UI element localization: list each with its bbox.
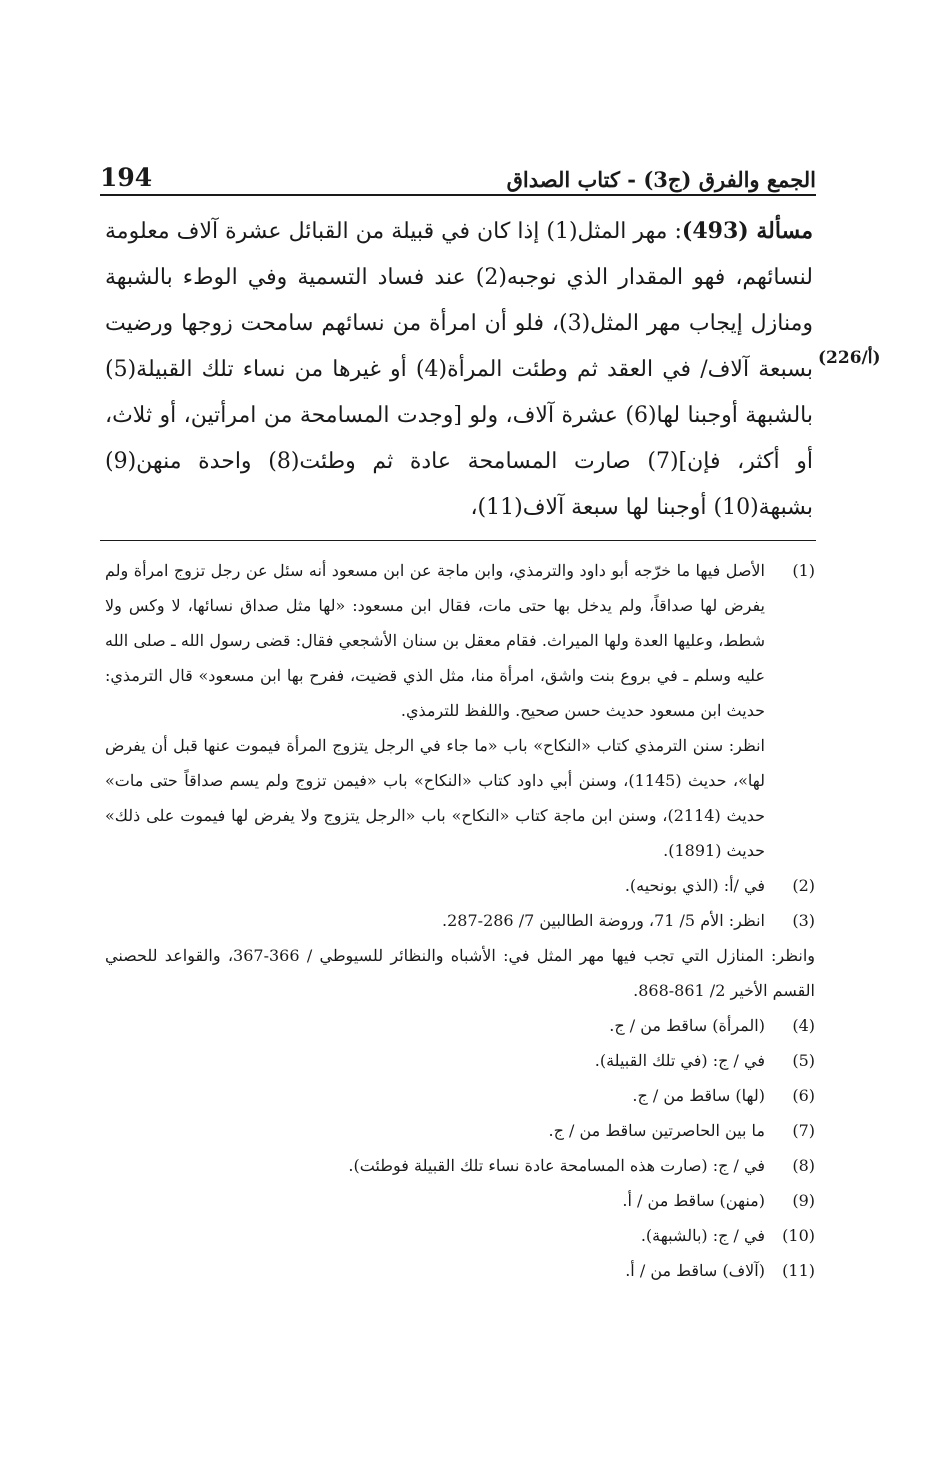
- footnote-text: في / ج: (بالشبهة).: [640, 1226, 765, 1245]
- issue-heading: مسألة (493): [681, 218, 813, 244]
- footnote-text: (منهن) ساقط من / أ.: [622, 1191, 765, 1210]
- header-rule: [100, 194, 816, 196]
- footnote-text: انظر: الأم 5/ 71، وروضة الطالبين 7/ 286-287.: [442, 911, 765, 930]
- footnote-number: (10): [782, 1226, 815, 1245]
- footnote-text: في / ج: (صارت هذه المسامحة عادة نساء تلك القبيلة فوطئت).: [348, 1156, 765, 1175]
- footnote-number: (3): [792, 911, 815, 930]
- page-number: 194: [100, 163, 153, 192]
- footnote-number: (7): [792, 1121, 815, 1140]
- footnote: [105, 1043, 815, 1078]
- page-header: [100, 150, 816, 190]
- footnote-number: (2): [792, 876, 815, 895]
- footnote-continuation: وانظر: المنازل التي تجب فيها مهر المثل في: الأشباه والنظائر للسيوطي / 366-367، والقواعد للحصني القسم الأخير 2/ 861-868.: [105, 946, 815, 1000]
- footnote: [105, 1113, 815, 1148]
- footnote: [105, 1253, 815, 1288]
- footnote-text: (آلاف) ساقط من / أ.: [625, 1261, 765, 1280]
- footnote: [105, 1183, 815, 1218]
- footnote-text: (المرأة) ساقط من / ج.: [609, 1016, 765, 1035]
- footnote-text: الأصل فيها ما خرّجه أبو داود والترمذي، وابن ماجة عن ابن مسعود أنه سئل عن رجل تزوج امرأة ولم يفرض لها صداقاً، ولم يدخل بها حتى مات، فقال ابن مسعود: «لها مثل صداق نسائها، لا وكس ولا شطط، وعليها العدة ولها الميراث. فقام معقل بن سنان الأشجعي فقال: قضى رسول الله ـ صلى الله عليه وسلم ـ في بروع بنت واشق، امرأة منا، مثل الذي قضيت، ففرح بها ابن مسعود» قال الترمذي: حديث ابن مسعود حديث حسن صحيح. واللفظ للترمذي.: [105, 561, 765, 720]
- footnote-number: (1): [792, 561, 815, 580]
- footnote-text: في / ج: (في تلك القبيلة).: [594, 1051, 765, 1070]
- running-title: الجمع والفرق (ج3) - كتاب الصداق: [506, 167, 816, 192]
- main-paragraph: : مهر المثل(1) إذا كان في قبيلة من القبائل عشرة آلاف معلومة لنسائهم، فهو المقدار الذي نوجبه(2) عند فساد التسمية وفي الوطء بالشبهة ومنازل إيجاب مهر المثل(3)، فلو أن امرأة من نسائهم سامحت زوجها ورضيت بسبعة آلاف/ في العقد ثم وطئت المرأة(4) أو غيرها من نساء تلك القبيلة(5) بالشبهة أوجبنا لها(6) عشرة آلاف، ولو [وجدت المسامحة من امرأتين، أو ثلاث، أو أكثر، فإن](7) صارت المسامحة عادة ثم وطئت(8) واحدة منهن(9) بشبهة(10) أوجبنا لها سبعة آلاف(11)،: [105, 219, 814, 520]
- footnote: [105, 1218, 815, 1253]
- footnote: [105, 1148, 815, 1183]
- footnote-number: (8): [792, 1156, 815, 1175]
- footnote-text: ما بين الحاصرتين ساقط من / ج.: [548, 1121, 765, 1140]
- footnote: [105, 903, 815, 938]
- footnote-number: (9): [792, 1191, 815, 1210]
- footnote-number: (4): [792, 1016, 815, 1035]
- footnote-number: (6): [792, 1086, 815, 1105]
- footnotes: [105, 553, 815, 1288]
- footnote-text: في /أ: (الذي بونحيه).: [624, 876, 765, 895]
- footnote: [105, 1008, 815, 1043]
- footnote: [105, 553, 815, 728]
- footnote: [105, 1078, 815, 1113]
- main-text: [105, 208, 813, 531]
- footnote-continuation: انظر: سنن الترمذي كتاب «النكاح» باب «ما جاء في الرجل يتزوج المرأة فيموت عنها قبل أن يفرض لها»، حديث (1145)، وسنن أبي داود كتاب «النكاح» باب «فيمن تزوج ولم يسم صداقاً حتى مات» حديث (2114)، وسنن ابن ماجة كتاب «النكاح» باب «الرجل يتزوج ولا يفرض لها فيموت على ذلك» حديث (1891).: [105, 736, 766, 860]
- manuscript-folio-note: (226/أ): [818, 348, 881, 368]
- footnote: [105, 868, 815, 903]
- footnote-number: (11): [782, 1261, 815, 1280]
- footnote-rule: [100, 540, 816, 541]
- footnote-number: (5): [792, 1051, 815, 1070]
- footnote-text: (لها) ساقط من / ج.: [632, 1086, 765, 1105]
